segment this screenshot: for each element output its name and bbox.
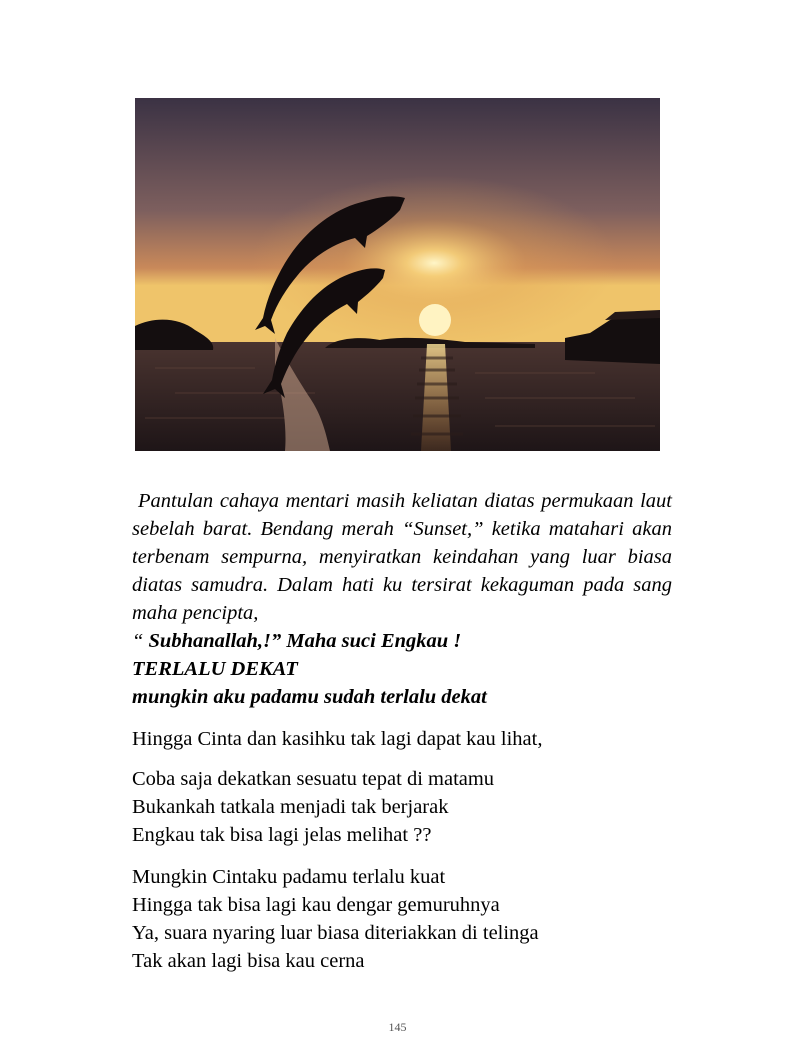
poem-line: Engkau tak bisa lagi jelas melihat ?? xyxy=(132,824,432,846)
poem-line: Hingga tak bisa lagi kau dengar gemuruhnya xyxy=(132,894,500,916)
dolphins-sunset-photo xyxy=(135,98,660,451)
poem-line: Hingga Cinta dan kasihku tak lagi dapat kau lihat, xyxy=(132,728,543,750)
poem-line: Mungkin Cintaku padamu terlalu kuat xyxy=(132,866,446,888)
poem-subtitle: mungkin aku padamu sudah terlalu dekat xyxy=(132,686,487,708)
poem-line: Bukankah tatkala menjadi tak berjarak xyxy=(132,796,449,818)
poem-line: Tak akan lagi bisa kau cerna xyxy=(132,950,365,972)
poem-line: Coba saja dekatkan sesuatu tepat di matamu xyxy=(132,768,495,790)
quote-bold-text: Subhanallah,!” Maha suci Engkau ! xyxy=(148,630,462,652)
poem-line: Ya, suara nyaring luar biasa diteriakkan di telinga xyxy=(132,922,539,944)
dolphins-sunset-image xyxy=(135,98,660,451)
quote-line xyxy=(132,627,672,655)
poem-title: TERLALU DEKAT xyxy=(132,658,298,680)
page-number: 145 xyxy=(388,1020,407,1034)
intro-paragraph xyxy=(132,487,672,627)
intro-paragraph-text: Pantulan cahaya mentari masih keliatan diatas permukaan laut sebelah barat. Bendang merah “Sunset,” ketika matahari akan terbenam sempurna, menyiratkan keindahan yang luar biasa diatas samudra. Dalam hati ku tersirat kekaguman pada sang maha pencipta, xyxy=(132,490,672,624)
quote-open-mark: “ xyxy=(132,630,149,652)
